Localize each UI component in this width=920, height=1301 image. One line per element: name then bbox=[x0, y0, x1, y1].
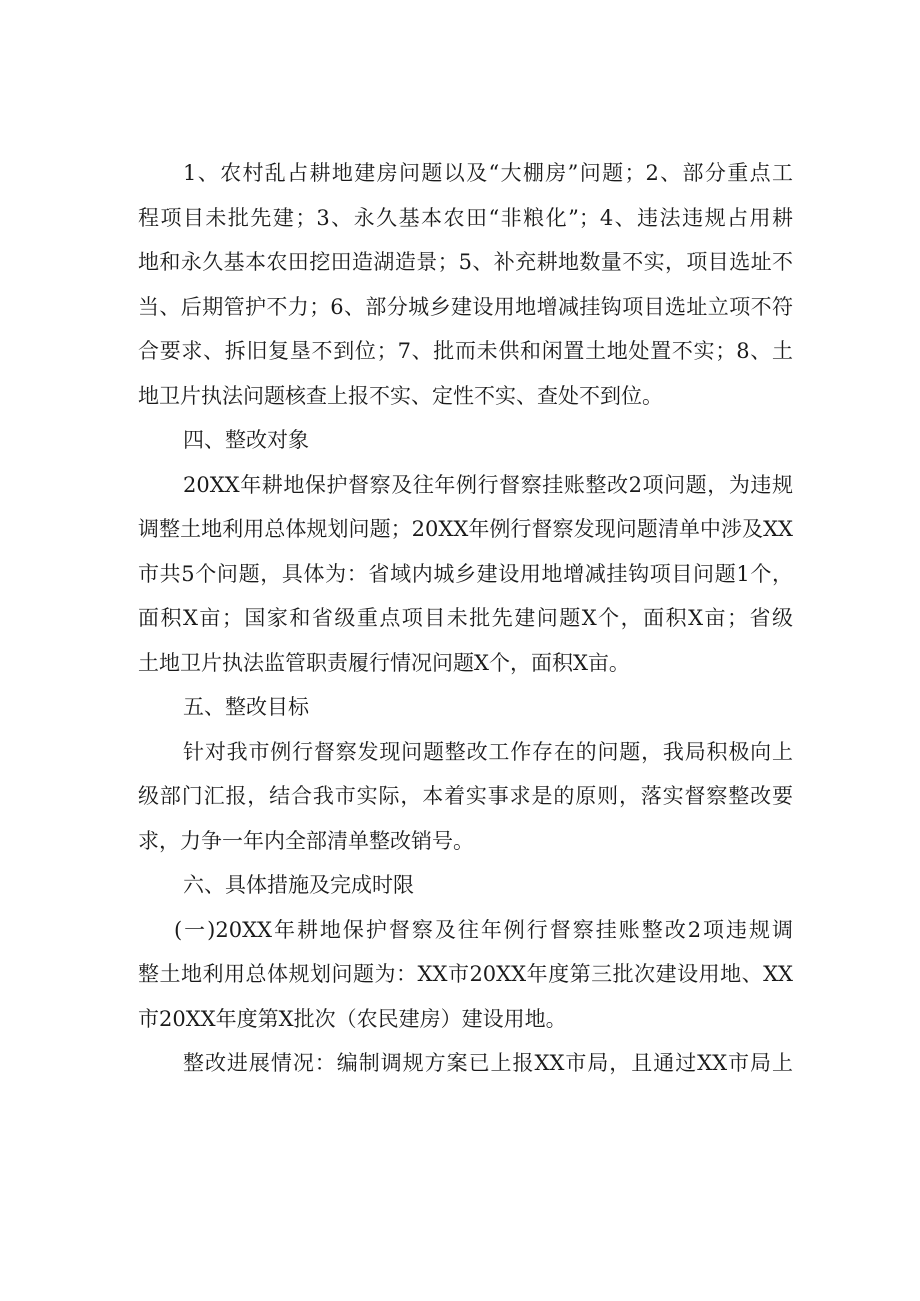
text-line: 整土地利用总体规划问题为：XX市20XX年度第三批次建设用地、XX bbox=[138, 962, 793, 986]
text-line: 市共5个问题，具体为：省域内城乡建设用地增减挂钩项目问题1个， bbox=[138, 561, 793, 586]
text-line: 四、整改对象 bbox=[183, 428, 309, 452]
text-line: 20XX年耕地保护督察及往年例行督察挂账整改2项问题，为违规 bbox=[183, 472, 793, 497]
text-line: 市20XX年度第X批次（农民建房）建设用地。 bbox=[138, 1006, 567, 1031]
text-line: 当、后期管护不力；6、部分城乡建设用地增减挂钩项目选址立项不符 bbox=[138, 294, 793, 319]
text-line: 五、整改目标 bbox=[183, 695, 309, 719]
text-line: 六、具体措施及完成时限 bbox=[183, 873, 414, 897]
text-line: 程项目未批先建；3、永久基本农田“非粮化”；4、违法违规占用耕 bbox=[138, 205, 793, 230]
text-line: 地和永久基本农田挖田造湖造景；5、补充耕地数量不实，项目选址不 bbox=[138, 250, 793, 274]
text-line: 合要求、拆旧复垦不到位；7、批而未供和闲置土地处置不实；8、土 bbox=[138, 339, 793, 363]
text-line: 面积X亩；国家和省级重点项目未批先建问题X个，面积X亩；省级 bbox=[138, 606, 793, 630]
document-body bbox=[138, 155, 793, 1090]
text-line: (一)20XX年耕地保护督察及往年例行督察挂账整改2项违规调 bbox=[174, 917, 793, 942]
text-line: 土地卫片执法监管职责履行情况问题X个，面积X亩。 bbox=[138, 650, 630, 675]
text-line: 针对我市例行督察发现问题整改工作存在的问题，我局积极向上 bbox=[183, 739, 793, 764]
text-line: 级部门汇报，结合我市实际，本着实事求是的原则，落实督察整改要 bbox=[138, 784, 793, 808]
text-line: 调整土地利用总体规划问题；20XX年例行督察发现问题清单中涉及XX bbox=[138, 517, 793, 541]
text-line: 地卫片执法问题核查上报不实、定性不实、查处不到位。 bbox=[138, 383, 663, 408]
text-line: 求，力争一年内全部清单整改销号。 bbox=[138, 828, 474, 853]
text-line: 整改进展情况：编制调规方案已上报XX市局，且通过XX市局上 bbox=[183, 1051, 793, 1075]
text-line: 1、农村乱占耕地建房问题以及“大棚房”问题；2、部分重点工 bbox=[183, 161, 793, 185]
